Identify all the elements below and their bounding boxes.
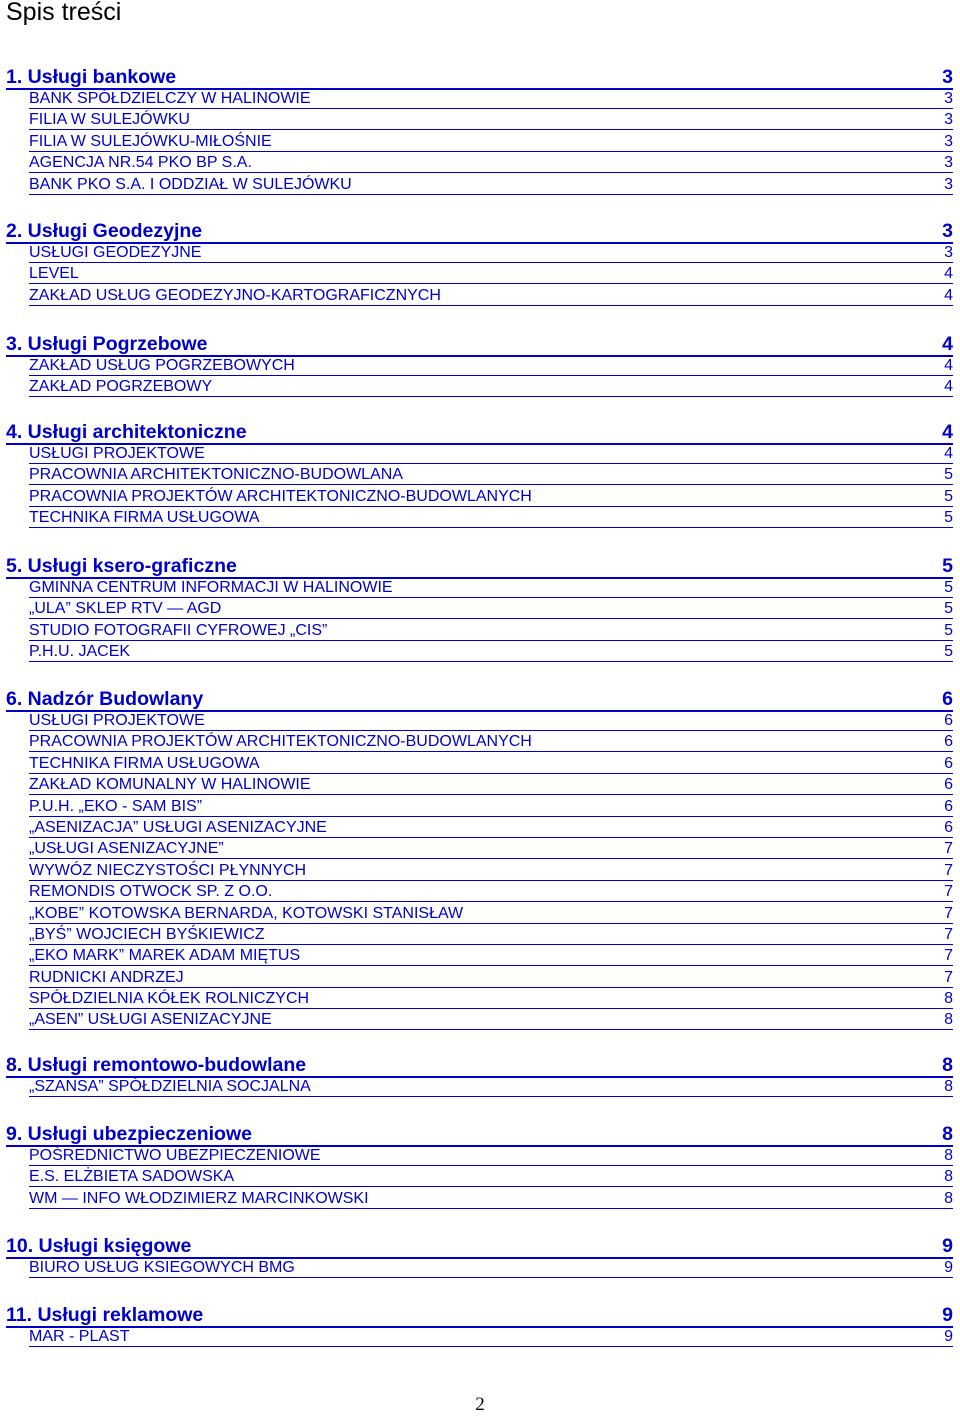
toc-heading-page: 4 xyxy=(942,421,953,443)
toc-entry-link[interactable] xyxy=(0,356,960,377)
toc-entry-label: USŁUGI PROJEKTOWE xyxy=(29,712,205,729)
toc-heading-link[interactable] xyxy=(0,1235,960,1258)
toc-entry-page: 6 xyxy=(944,797,953,815)
toc-entry-label: MAR - PLAST xyxy=(29,1328,130,1345)
toc-entry-label: BIURO USŁUG KSIEGOWYCH BMG xyxy=(29,1259,295,1276)
toc-heading-link[interactable] xyxy=(0,421,960,444)
toc-entry-page: 5 xyxy=(944,600,953,618)
toc-heading-label: 4. Usługi architektoniczne xyxy=(6,421,247,443)
toc-entry-page: 4 xyxy=(944,286,953,304)
toc-entry-label: POŚREDNICTWO UBEZPIECZENIOWE xyxy=(29,1147,321,1164)
toc-underline xyxy=(29,151,953,152)
toc-entry-page: 3 xyxy=(944,175,953,193)
toc-entry-link[interactable] xyxy=(0,754,960,775)
toc-underline xyxy=(29,1096,953,1097)
toc-entry-page: 7 xyxy=(944,861,953,879)
toc-entry-link[interactable] xyxy=(0,968,960,989)
toc-entry-page: 6 xyxy=(944,712,953,729)
toc-entry-page: 3 xyxy=(944,244,953,261)
toc-entry-label: SPÓŁDZIELNIA KÓŁEK ROLNICZYCH xyxy=(29,990,310,1008)
toc-underline xyxy=(29,1277,953,1278)
toc-heading-label: 5. Usługi ksero-graficzne xyxy=(6,555,237,577)
toc-entry-label: PRACOWNIA PROJEKTÓW ARCHITEKTONICZNO-BUDOWLANYCH xyxy=(29,733,532,751)
toc-underline xyxy=(29,944,953,945)
toc-entry-page: 9 xyxy=(944,1328,953,1345)
toc-underline xyxy=(29,640,953,641)
toc-entry-link[interactable] xyxy=(0,508,960,529)
toc-entry-link[interactable] xyxy=(0,1010,960,1031)
toc-entry-page: 4 xyxy=(944,265,953,283)
toc-entry-page: 3 xyxy=(944,154,953,172)
toc-underline xyxy=(29,661,953,662)
toc-entry-link[interactable] xyxy=(0,243,960,264)
toc-entry-label: „ULA” SKLEP RTV — AGD xyxy=(29,600,222,618)
toc-underline xyxy=(29,527,953,528)
toc-entry-page: 3 xyxy=(944,132,953,150)
toc-heading-link[interactable] xyxy=(0,1304,960,1327)
toc-entry-label: ZAKŁAD KOMUNALNY W HALINOWIE xyxy=(29,776,311,794)
toc-underline xyxy=(29,172,953,173)
toc-entry-label: AGENCJA NR.54 PKO BP S.A. xyxy=(29,154,252,172)
toc-heading-page: 8 xyxy=(942,1123,953,1145)
toc-underline xyxy=(29,194,953,195)
toc-entry-label: USŁUGI PROJEKTOWE xyxy=(29,445,205,462)
toc-entry-label: ZAKŁAD USŁUG POGRZEBOWYCH xyxy=(29,357,295,374)
toc-entry-label: P.U.H. „EKO - SAM BIS” xyxy=(29,797,203,815)
toc-entry-page: 4 xyxy=(944,445,953,462)
toc-entry-link[interactable] xyxy=(0,153,960,174)
toc-entry-label: „USŁUGI ASENIZACYJNE” xyxy=(29,840,224,858)
toc-heading-page: 9 xyxy=(942,1304,953,1326)
toc-heading-page: 3 xyxy=(942,220,953,242)
toc-heading-page: 3 xyxy=(942,66,953,88)
toc-underline xyxy=(29,305,953,306)
toc-entry-link[interactable] xyxy=(0,286,960,307)
toc-entry-label: USŁUGI GEODEZYJNE xyxy=(29,244,202,261)
toc-entry-page: 5 xyxy=(944,466,953,484)
toc-entry-page: 5 xyxy=(944,621,953,639)
toc-underline xyxy=(29,1208,953,1209)
toc-entry-page: 6 xyxy=(944,733,953,751)
toc-entry-page: 8 xyxy=(944,990,953,1008)
toc-entry-label: RUDNICKI ANDRZEJ xyxy=(29,968,184,986)
toc-heading-link[interactable] xyxy=(0,66,960,89)
toc-underline xyxy=(29,597,953,598)
toc-entry-link[interactable] xyxy=(0,377,960,398)
toc-entry-label: „ASEN” USŁUGI ASENIZACYJNE xyxy=(29,1011,272,1029)
toc-entry-label: „KOBE” KOTOWSKA BERNARDA, KOTOWSKI STANISŁAW xyxy=(29,904,464,922)
toc-heading-link[interactable] xyxy=(0,220,960,243)
toc-underline xyxy=(29,965,953,966)
toc-entry-link[interactable] xyxy=(0,1146,960,1167)
toc-entry-label: TECHNIKA FIRMA USŁUGOWA xyxy=(29,754,260,772)
toc-entry-link[interactable] xyxy=(0,487,960,508)
toc-section xyxy=(0,1235,960,1279)
toc-entry-page: 3 xyxy=(944,90,953,107)
toc-entry-page: 8 xyxy=(944,1147,953,1164)
toc-heading-label: 2. Usługi Geodezyjne xyxy=(6,220,203,242)
toc-section xyxy=(0,688,960,1032)
toc-entry-label: WM — INFO WŁODZIMIERZ MARCINKOWSKI xyxy=(29,1189,369,1207)
toc-heading-label: 9. Usługi ubezpieczeniowe xyxy=(6,1123,252,1145)
toc-entry-label: „BYŚ” WOJCIECH BYŚKIEWICZ xyxy=(29,925,265,943)
toc-underline xyxy=(29,987,953,988)
toc-entry-link[interactable] xyxy=(0,904,960,925)
toc-entry-link[interactable] xyxy=(0,642,960,663)
toc-entry-label: STUDIO FOTOGRAFII CYFROWEJ „CIS” xyxy=(29,621,328,639)
toc-entry-link[interactable] xyxy=(0,797,960,818)
toc-underline xyxy=(29,129,953,130)
toc-entry-link[interactable] xyxy=(0,732,960,753)
toc-entry-link[interactable] xyxy=(0,946,960,967)
toc-entry-page: 8 xyxy=(944,1168,953,1186)
toc-entry-label: WYWÓZ NIECZYSTOŚCI PŁYNNYCH xyxy=(29,861,307,879)
toc-heading-label: 6. Nadzór Budowlany xyxy=(6,688,204,710)
toc-underline xyxy=(29,751,953,752)
toc-heading-page: 8 xyxy=(942,1054,953,1076)
toc-underline xyxy=(29,463,953,464)
toc-section xyxy=(0,1123,960,1210)
toc-entry-label: FILIA W SULEJÓWKU xyxy=(29,111,190,129)
toc-entry-label: TECHNIKA FIRMA USŁUGOWA xyxy=(29,509,260,527)
toc-heading-label: 8. Usługi remontowo-budowlane xyxy=(6,1054,307,1076)
toc-underline xyxy=(29,396,953,397)
toc-entry-page: 5 xyxy=(944,643,953,661)
toc-entry-page: 5 xyxy=(944,579,953,596)
toc-underline xyxy=(29,880,953,881)
toc-heading-link[interactable] xyxy=(0,555,960,578)
toc-section xyxy=(0,1054,960,1098)
toc-entry-page: 9 xyxy=(944,1259,953,1276)
toc-entry-page: 4 xyxy=(944,378,953,396)
toc-entry-link[interactable] xyxy=(0,989,960,1010)
toc-entry-page: 7 xyxy=(944,883,953,901)
toc-heading-label: 3. Usługi Pogrzebowe xyxy=(6,333,208,355)
toc-heading-page: 5 xyxy=(942,555,953,577)
toc-underline xyxy=(29,773,953,774)
toc-entry-link[interactable] xyxy=(0,818,960,839)
toc-entry-link[interactable] xyxy=(0,110,960,131)
toc-entry-page: 8 xyxy=(944,1189,953,1207)
toc-underline xyxy=(29,837,953,838)
toc-underline xyxy=(29,858,953,859)
toc-entry-link[interactable] xyxy=(0,1327,960,1348)
toc-entry-page: 7 xyxy=(944,947,953,965)
toc-entry-label: ZAKŁAD POGRZEBOWY xyxy=(29,378,213,396)
toc-entry-label: BANK SPÓŁDZIELCZY W HALINOWIE xyxy=(29,90,311,107)
toc-underline xyxy=(29,730,953,731)
toc-entry-link[interactable] xyxy=(0,1077,960,1098)
toc-entry-label: ZAKŁAD USŁUG GEODEZYJNO-KARTOGRAFICZNYCH xyxy=(29,286,441,304)
toc-entry-page: 4 xyxy=(944,357,953,374)
toc-heading-link[interactable] xyxy=(0,333,960,356)
toc-entry-link[interactable] xyxy=(0,264,960,285)
toc-entry-link[interactable] xyxy=(0,1189,960,1210)
page-title: Spis treści xyxy=(6,0,122,26)
toc-entry-link[interactable] xyxy=(0,1167,960,1188)
toc-section xyxy=(0,66,960,196)
toc-entry-page: 8 xyxy=(944,1078,953,1095)
toc-entry-link[interactable] xyxy=(0,621,960,642)
toc-heading-page: 9 xyxy=(942,1235,953,1257)
toc-underline xyxy=(29,1165,953,1166)
toc-entry-link[interactable] xyxy=(0,882,960,903)
toc-entry-label: REMONDIS OTWOCK SP. Z O.O. xyxy=(29,883,273,901)
toc-entry-label: FILIA W SULEJÓWKU-MIŁOŚNIE xyxy=(29,132,272,150)
toc-entry-page: 7 xyxy=(944,968,953,986)
toc-entry-link[interactable] xyxy=(0,578,960,599)
toc-entry-label: „ASENIZACJA” USŁUGI ASENIZACYJNE xyxy=(29,818,327,836)
toc-heading-label: 11. Usługi reklamowe xyxy=(6,1304,204,1326)
toc-underline xyxy=(29,375,953,376)
toc-entry-link[interactable] xyxy=(0,839,960,860)
toc-heading-label: 1. Usługi bankowe xyxy=(6,66,177,88)
toc-entry-link[interactable] xyxy=(0,89,960,110)
toc-entry-page: 5 xyxy=(944,509,953,527)
toc-entry-link[interactable] xyxy=(0,925,960,946)
toc-entry-label: P.H.U. JACEK xyxy=(29,643,131,661)
toc-section xyxy=(0,555,960,664)
toc-entry-link[interactable] xyxy=(0,175,960,196)
toc-entry-link[interactable] xyxy=(0,132,960,153)
toc-heading-label: 10. Usługi księgowe xyxy=(6,1235,192,1257)
toc-entry-link[interactable] xyxy=(0,444,960,465)
toc-entry-page: 8 xyxy=(944,1011,953,1029)
toc-entry-label: „EKO MARK” MAREK ADAM MIĘTUS xyxy=(29,947,301,965)
toc-underline xyxy=(29,901,953,902)
toc-heading-page: 6 xyxy=(942,688,953,710)
toc-entry-page: 7 xyxy=(944,840,953,858)
toc-entry-link[interactable] xyxy=(0,861,960,882)
toc-entry-label: LEVEL xyxy=(29,265,79,283)
toc-underline xyxy=(29,1346,953,1347)
toc-underline xyxy=(29,506,953,507)
toc-section xyxy=(0,220,960,307)
toc-entry-link[interactable] xyxy=(0,599,960,620)
toc-underline xyxy=(29,816,953,817)
toc-entry-page: 5 xyxy=(944,487,953,505)
toc-heading-page: 4 xyxy=(942,333,953,355)
toc-underline xyxy=(29,262,953,263)
toc-entry-label: PRACOWNIA PROJEKTÓW ARCHITEKTONICZNO-BUDOWLANYCH xyxy=(29,487,532,505)
toc-underline xyxy=(29,1186,953,1187)
toc-underline xyxy=(29,794,953,795)
toc-underline xyxy=(29,108,953,109)
toc-entry-page: 6 xyxy=(944,776,953,794)
toc-underline xyxy=(29,283,953,284)
toc-section xyxy=(0,333,960,399)
toc-section xyxy=(0,1304,960,1348)
toc-entry-link[interactable] xyxy=(0,775,960,796)
toc-underline xyxy=(29,1029,953,1030)
toc-entry-link[interactable] xyxy=(0,465,960,486)
toc-entry-label: PRACOWNIA ARCHITEKTONICZNO-BUDOWLANA xyxy=(29,466,403,484)
toc-entry-page: 7 xyxy=(944,904,953,922)
toc-entry-page: 6 xyxy=(944,818,953,836)
toc-entry-link[interactable] xyxy=(0,711,960,732)
toc-entry-page: 3 xyxy=(944,111,953,129)
toc-entry-link[interactable] xyxy=(0,1258,960,1279)
toc-heading-link[interactable] xyxy=(0,688,960,711)
toc-heading-link[interactable] xyxy=(0,1123,960,1146)
toc-entry-label: E.S. ELŻBIETA SADOWSKA xyxy=(29,1168,235,1186)
toc-entry-page: 6 xyxy=(944,754,953,772)
toc-section xyxy=(0,421,960,530)
toc-underline xyxy=(29,618,953,619)
toc-heading-link[interactable] xyxy=(0,1054,960,1077)
toc-underline xyxy=(29,484,953,485)
toc-entry-label: BANK PKO S.A. I ODDZIAŁ W SULEJÓWKU xyxy=(29,175,352,193)
page-number: 2 xyxy=(475,1394,485,1415)
toc-entry-label: GMINNA CENTRUM INFORMACJI W HALINOWIE xyxy=(29,579,393,596)
toc-underline xyxy=(29,923,953,924)
toc-underline xyxy=(29,1008,953,1009)
toc-entry-page: 7 xyxy=(944,925,953,943)
toc-entry-label: „SZANSA” SPÓŁDZIELNIA SOCJALNA xyxy=(29,1078,311,1095)
